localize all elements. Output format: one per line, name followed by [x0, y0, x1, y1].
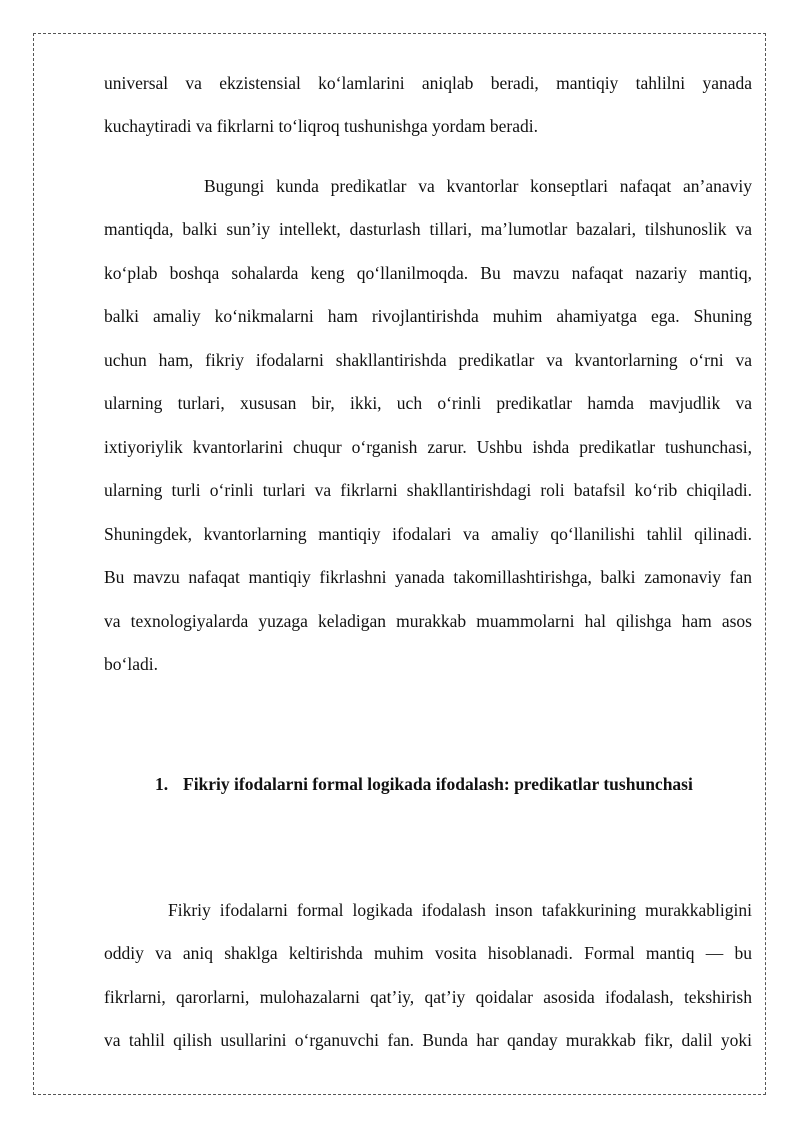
text-line: ularning turlari, xususan bir, ikki, uch o‘rinli predikatlar hamda mavjudlik va	[104, 393, 752, 413]
text-line: ixtiyoriylik kvantorlarini chuqur o‘rganish zarur. Ushbu ishda predikatlar tushunchasi,	[104, 437, 752, 457]
text-line: kuchaytiradi va fikrlarni to‘liqroq tushunishga yordam beradi.	[104, 116, 538, 136]
text-line: Shuningdek, kvantorlarning mantiqiy ifodalari va amaliy qo‘llanilishi tahlil qilinadi.	[104, 524, 752, 544]
text-line: Fikriy ifodalarni formal logikada ifodalash inson tafakkurining murakkabligini	[168, 900, 752, 920]
text-line: balki amaliy ko‘nikmalarni ham rivojlantirishda muhim ahamiyatga ega. Shuning	[104, 306, 752, 326]
text-line: universal va ekzistensial ko‘lamlarini aniqlab beradi, mantiqiy tahlilni yanada	[104, 73, 752, 93]
text-line: va tahlil qilish usullarini o‘rganuvchi fan. Bunda har qanday murakkab fikr, dalil yoki	[104, 1030, 752, 1050]
section-number: 1.	[155, 774, 169, 794]
text-line: ko‘plab boshqa sohalarda keng qo‘llanilmoqda. Bu mavzu nafaqat nazariy mantiq,	[104, 263, 752, 283]
text-line: va texnologiyalarda yuzaga keladigan murakkab muammolarni hal qilishga ham asos	[104, 611, 752, 631]
text-line: bo‘ladi.	[104, 654, 158, 674]
section-title: Fikriy ifodalarni formal logikada ifodalash: predikatlar tushunchasi	[183, 774, 693, 794]
text-line: Bugungi kunda predikatlar va kvantorlar konseptlari nafaqat an’anaviy	[204, 176, 752, 196]
text-line: fikrlarni, qarorlarni, mulohazalarni qat’iy, qat’iy qoidalar asosida ifodalash, tekshirish	[104, 987, 752, 1007]
text-line: mantiqda, balki sun’iy intellekt, dasturlash tillari, ma’lumotlar bazalari, tilshunoslik va	[104, 219, 752, 239]
section-heading	[155, 774, 755, 795]
text-line: ularning turli o‘rinli turlari va fikrlarni shakllantirishdagi roli batafsil ko‘rib chiqiladi.	[104, 480, 752, 500]
text-line: oddiy va aniq shaklga keltirishda muhim vosita hisoblanadi. Formal mantiq — bu	[104, 943, 752, 963]
text-line: Bu mavzu nafaqat mantiqiy fikrlashni yanada takomillashtirishga, balki zamonaviy fan	[104, 567, 752, 587]
text-line: uchun ham, fikriy ifodalarni shakllantirishda predikatlar va kvantorlarning o‘rni va	[104, 350, 752, 370]
